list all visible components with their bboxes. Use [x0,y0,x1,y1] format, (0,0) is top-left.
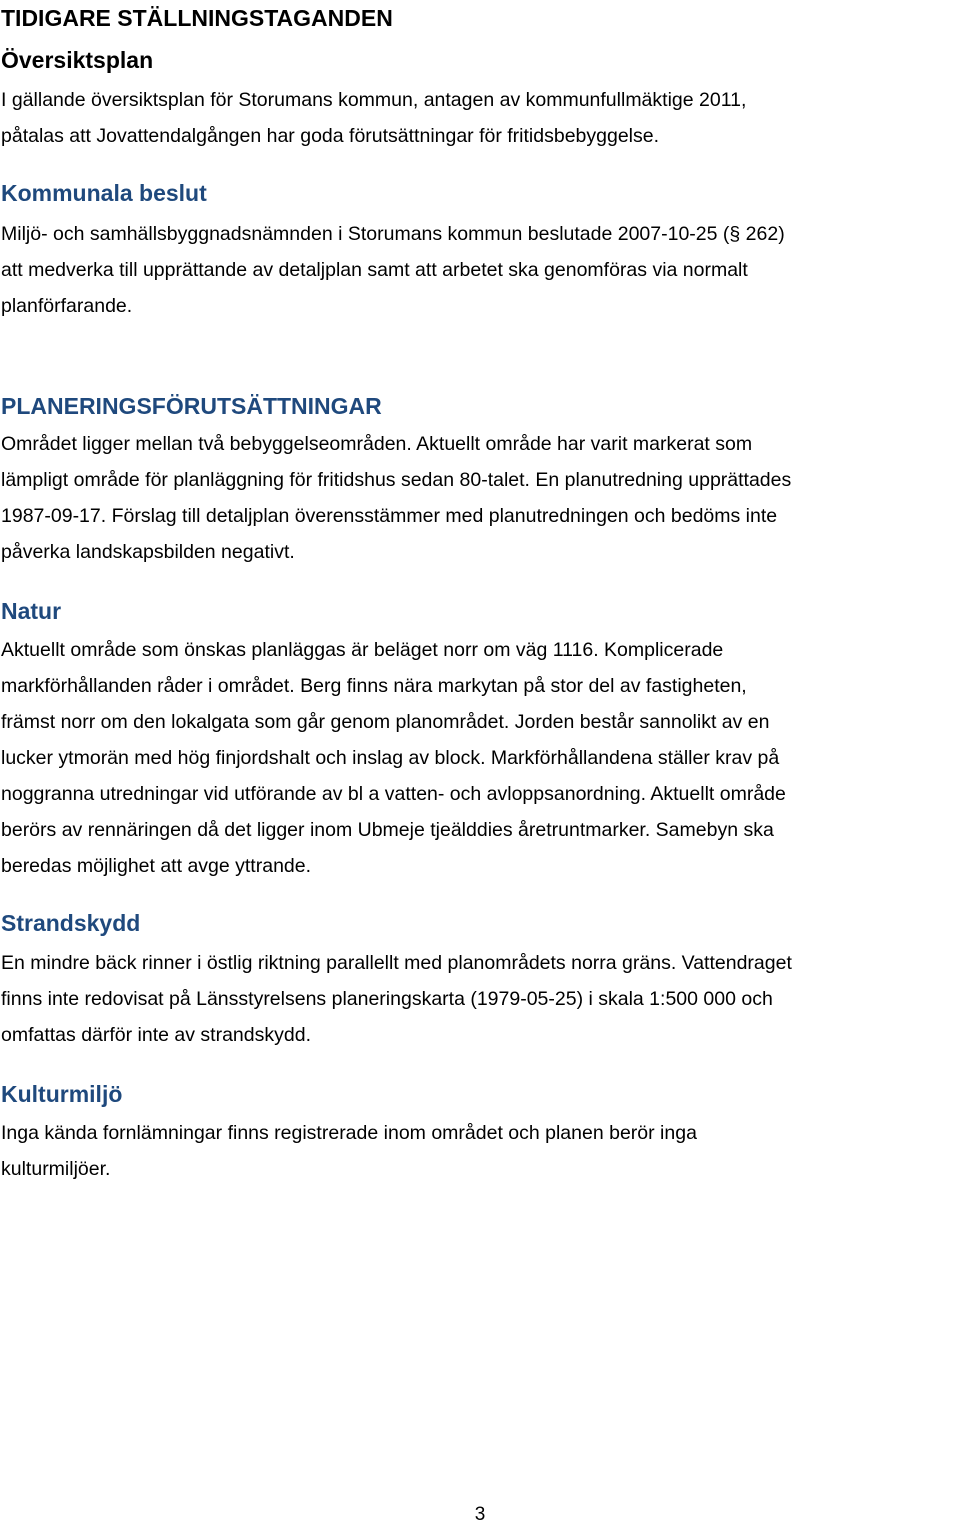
heading-oversiktsplan: Översiktsplan [1,47,154,73]
text-line: främst norr om den lokalgata som går genom planområdet. Jorden består sannolikt av en [1,711,770,733]
text-line: Området ligger mellan två bebyggelseområden. Aktuellt område har varit markerat som [1,433,753,455]
text-line: beredas möjlighet att avge yttrande. [1,855,312,877]
paragraph-natur [1,632,957,884]
text-line: Aktuellt område som önskas planläggas är beläget norr om väg 1116. Komplicerade [1,639,724,661]
paragraph-strandskydd [1,945,957,1053]
heading-kommunala-beslut: Kommunala beslut [1,180,207,206]
heading-planeringsforutsattningar: PLANERINGSFÖRUTSÄTTNINGAR [1,393,382,419]
heading-kulturmiljo: Kulturmiljö [1,1081,123,1107]
text-line: påverka landskapsbilden negativt. [1,541,295,563]
paragraph-planeringsforutsattningar [1,426,957,570]
text-line: I gällande översiktsplan för Storumans kommun, antagen av kommunfullmäktige 2011, [1,89,747,111]
heading-strandskydd: Strandskydd [1,910,141,936]
text-line: lämpligt område för planläggning för fritidshus sedan 80-talet. En planutredning upprättades [1,469,792,491]
text-line: omfattas därför inte av strandskydd. [1,1024,311,1046]
text-line: att medverka till upprättande av detaljplan samt att arbetet ska genomföras via normalt [1,259,748,281]
paragraph-kulturmiljo [1,1115,957,1187]
text-line: Inga kända fornlämningar finns registrerade inom området och planen berör inga [1,1122,697,1144]
text-line: 1987-09-17. Förslag till detaljplan överensstämmer med planutredningen och bedöms inte [1,505,778,527]
text-line: kulturmiljöer. [1,1158,111,1180]
text-line: finns inte redovisat på Länsstyrelsens planeringskarta (1979-05-25) i skala 1:500 000 och [1,988,773,1010]
text-line: noggranna utredningar vid utförande av bl a vatten- och avloppsanordning. Aktuellt område [1,783,786,805]
paragraph-oversiktsplan [1,82,957,154]
text-line: Miljö- och samhällsbyggnadsnämnden i Storumans kommun beslutade 2007-10-25 (§ 262) [1,223,785,245]
paragraph-kommunala-beslut [1,216,957,324]
text-line: planförfarande. [1,295,133,317]
page-number: 3 [474,1504,486,1525]
text-line: markförhållanden råder i området. Berg finns nära markytan på stor del av fastigheten, [1,675,747,697]
text-line: berörs av rennäringen då det ligger inom Ubmeje tjeälddies åretruntmarker. Samebyn ska [1,819,774,841]
text-line: påtalas att Jovattendalgången har goda förutsättningar för fritidsbebyggelse. [1,125,660,147]
text-line: En mindre bäck rinner i östlig riktning parallellt med planområdets norra gräns. Vattendraget [1,952,792,974]
heading-natur: Natur [1,598,62,624]
text-line: lucker ytmorän med hög finjordshalt och inslag av block. Markförhållandena ställer krav på [1,747,780,769]
heading-tidigare-stallningstaganden: TIDIGARE STÄLLNINGSTAGANDEN [1,5,393,31]
